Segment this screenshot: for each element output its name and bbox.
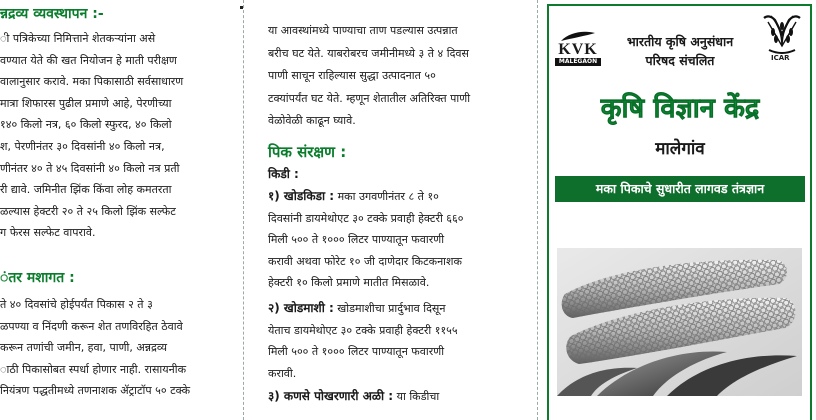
intercultivation-paragraph <box>0 294 230 402</box>
kvk-logo <box>555 30 601 66</box>
text-line: वालानुसार करावे. मका पिकासाठी सर्वसाधारण <box>0 75 184 89</box>
text-line: णीनंतर ४० ते ४५ दिवसांनी ४० किलो नत्र प्रती <box>0 161 180 175</box>
kvk-logo-text: KVK <box>558 41 598 58</box>
section-heading-crop-protection: पिक संरक्षण : <box>268 143 347 161</box>
pest-title: ३) कणसे पोखरणारी अळी : <box>268 389 394 403</box>
section-heading-nutrient-management: न्नद्रव्य व्यवस्थापन :- <box>0 6 104 22</box>
text-line: १४० किलो नत्र, ६० किलो स्फुरद, ४० किलो <box>0 118 172 132</box>
text-line: या आवस्थांमध्ये पाण्याचा ताण पडल्यास उत्पन्नात <box>268 24 458 37</box>
text-line: येताच डायमेथोएट ३० टक्के प्रवाही हेक्टरी ११५५ <box>268 323 458 337</box>
cover-panel <box>547 0 816 420</box>
cover-subtitle: मालेगांव <box>655 139 705 159</box>
text-line: करून तणांची जमीन, हवा, पाणी, अन्नद्रव्य <box>0 341 168 355</box>
kvk-logo-city: MALEGAON <box>555 58 601 66</box>
text-line: टक्यांपर्यंत घट येते. म्हणून शेतातील अतिरिक्त पाणी <box>268 91 471 105</box>
subheading-pests: किडी : <box>268 167 299 181</box>
pest-item-cob-borer <box>268 386 518 408</box>
text-line: मात्रा शिफारस पुढील प्रमाणे आहे, पेरणीच्या <box>0 96 172 110</box>
text-line: बरीच घट येते. याबरोबरच जमीनीमध्ये ३ ते ४ दिवस <box>268 46 469 60</box>
fold-line-left <box>243 0 244 420</box>
pest-title: २) खोडमाशी : <box>268 301 334 315</box>
corn-cob-photo <box>557 248 802 396</box>
text-line: नियंत्रण पद्धतीमध्ये तणनाशक ॲट्राटॉप ५० टक्के <box>0 384 191 398</box>
text-line: ग फेरस सल्फेट वापरावे. <box>0 226 96 240</box>
text-line: पाणी साचून राहिल्यास सुद्धा उत्पादनात ५० <box>268 69 436 82</box>
water-management-paragraph <box>268 20 518 133</box>
text-line: ाठी पिकासोबत स्पर्धा होणार नाही. रासायनीक <box>0 362 187 376</box>
pest-item-stem-borer <box>268 186 518 294</box>
text-line: श, पेरणीनंतर ३० दिवसांनी ४० किलो नत्र, <box>0 139 165 153</box>
text-line: वण्यात येते की खत नियोजन हे माती परीक्षण <box>0 53 177 67</box>
text-line: वेळोवेळी काढून घ्यावे. <box>268 114 356 127</box>
cover-title: कृषि विज्ञान केंद्र <box>600 93 760 124</box>
text-line: मिली ५०० ते १००० लिटर पाण्यातून फवारणी <box>268 233 445 246</box>
middle-text-column <box>253 0 525 420</box>
text-line: ी पत्रिकेच्या निमित्ताने शेतकऱ्यांना असे <box>0 32 156 45</box>
icar-logo-text: ICAR <box>771 54 790 62</box>
text-line: री द्यावे. जमिनीत झिंक किंवा लोह कमतरता <box>0 183 172 197</box>
topic-banner: मका पिकाचे सुधारीत लागवड तंत्रज्ञान <box>555 176 805 202</box>
section-heading-intercultivation: ंतर मशागत : <box>0 270 75 286</box>
fold-line-right <box>537 0 538 420</box>
text-line: ते ४० दिवसांचे होईपर्यंत पिकास २ ते ३ <box>0 298 153 311</box>
text-line: मिली ५०० ते १००० लिटर पाण्यातून फवारणी <box>268 345 445 358</box>
text-line: करावी. <box>268 366 297 380</box>
text-line: दिवसांनी डायमेथोएट ३० टक्के प्रवाही हेक्टरी ६६० <box>268 211 464 225</box>
text-line: ळल्यास हेक्टरी २० ते २५ किलो झिंक सल्फेट <box>0 204 176 218</box>
pest-title: १) खोडकिडा : <box>268 189 335 203</box>
text-line: ३) कणसे पोखरणारी अळी : या किडीचा <box>268 389 440 403</box>
nutrient-paragraph <box>0 28 230 244</box>
text-line: करावी अथवा फोरेट १० जी दाणेदार किटकनाशक <box>268 254 462 268</box>
text-line: हेक्टरी १० किलो प्रमाणे मातीत मिसळावे. <box>268 276 430 289</box>
pest-item-shoot-fly <box>268 298 518 384</box>
text-line: २) खोडमाशी : खोडमाशीचा प्रार्दुभाव दिसून <box>268 301 446 315</box>
text-line: ळपण्या व निंदणी करून शेत तणविरहित ठेवावे <box>0 319 183 333</box>
organization-name: भारतीय कृषि अनुसंधान परिषद संचलित <box>626 34 734 68</box>
text-line: १) खोडकिडा : मका उगवणीनंतर ८ ते १० <box>268 189 439 203</box>
left-text-column <box>0 0 238 420</box>
